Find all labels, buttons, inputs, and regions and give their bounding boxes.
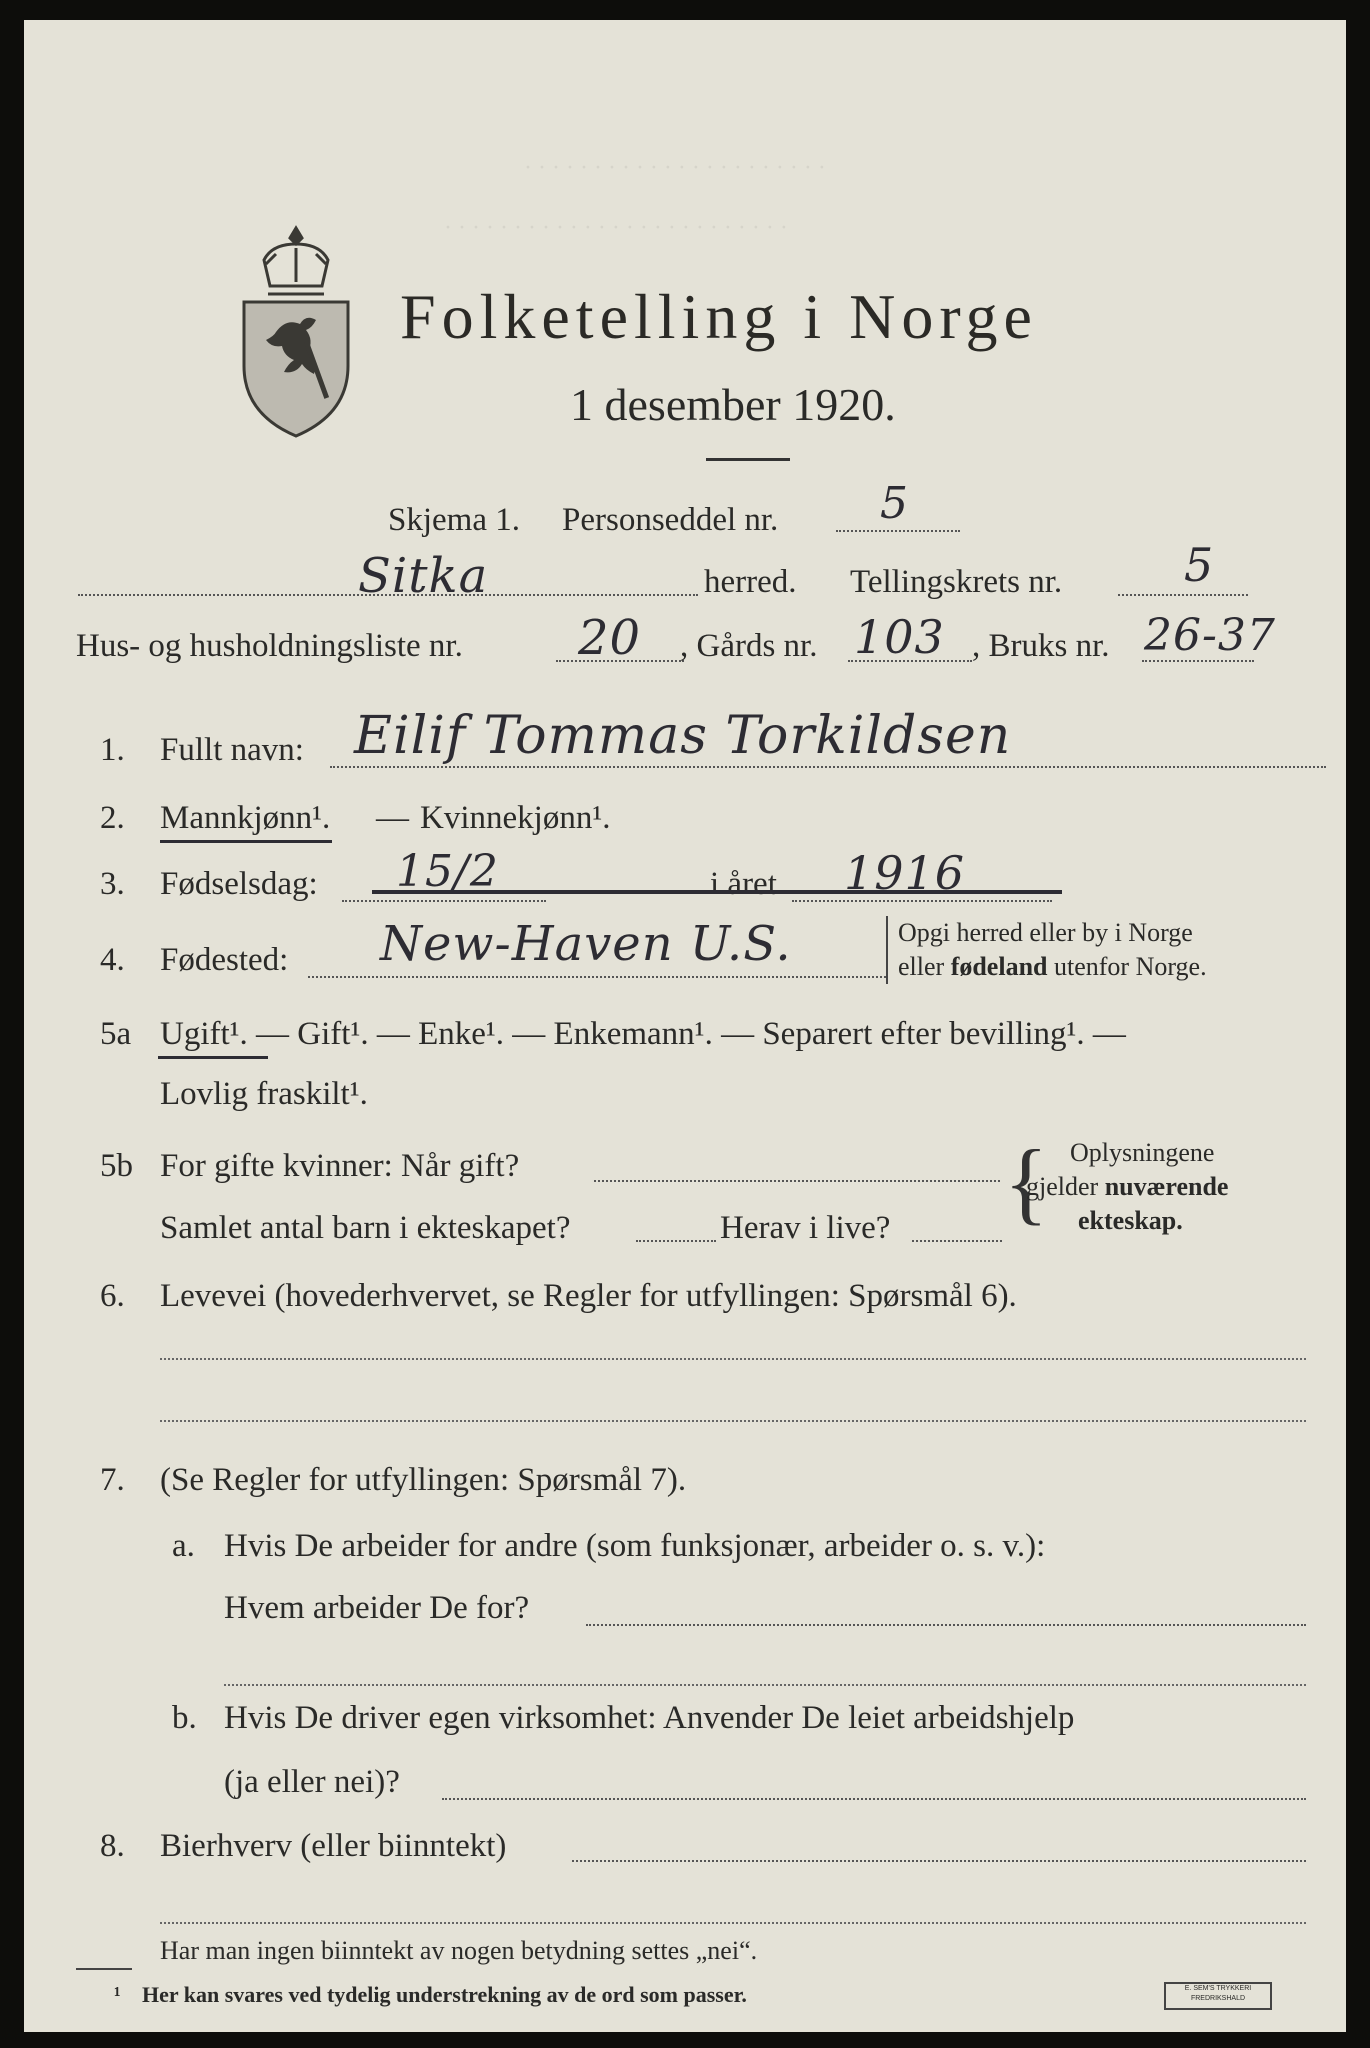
q5a-number: 5a <box>100 1016 132 1052</box>
q6-label: Levevei (hovederhvervet, se Regler for utfyllingen: Spørsmål 6). <box>160 1278 1017 1314</box>
form-title: Folketelling i Norge <box>400 281 1038 352</box>
gards-label: , Gårds nr. <box>680 628 818 664</box>
ugift-underline-mark <box>158 1056 268 1059</box>
q5b-children-dotted-line <box>636 1240 716 1242</box>
q7b-dotted-line <box>442 1798 1306 1800</box>
q3-number: 3. <box>100 866 125 902</box>
q7b-letter: b. <box>172 1700 197 1736</box>
q5b-note-line1: Oplysningene <box>1070 1138 1215 1167</box>
no-income-note: Har man ingen biinntekt av nogen betydning settes „nei“. <box>160 1936 758 1965</box>
q7b-line1: Hvis De driver egen virksomhet: Anvender De leiet arbeidshjelp <box>224 1700 1075 1736</box>
q7a-line2: Hvem arbeider De for? <box>224 1590 530 1626</box>
herred-value: Sitka <box>358 548 489 604</box>
q1-dotted-line <box>330 766 1326 768</box>
tellingskrets-label: Tellingskrets nr. <box>850 564 1063 600</box>
sex-option-female: Kvinnekjønn¹. <box>420 800 611 836</box>
q5b-alive-label: Herav i live? <box>720 1210 891 1246</box>
tellingskrets-dotted-line <box>1118 594 1248 596</box>
q6-answer-line-2 <box>160 1420 1306 1422</box>
birthplace-note-line2: eller fødeland utenfor Norge. <box>898 952 1207 981</box>
birthplace-note-line1: Opgi herred eller by i Norge <box>898 918 1193 947</box>
q5b-note-line2: gjelder nuværende <box>1026 1172 1229 1201</box>
year-dotted-line <box>792 900 1052 902</box>
q6-number: 6. <box>100 1278 125 1314</box>
norwegian-coat-of-arms-icon <box>236 220 356 440</box>
footnote-text: Her kan svares ved tydelig understrekning av de ord som passer. <box>142 1982 747 2007</box>
herred-label: herred. <box>704 564 797 600</box>
tellingskrets-value: 5 <box>1184 538 1215 592</box>
footnote-rule <box>76 1968 132 1970</box>
q5b-married-dotted-line <box>594 1180 1000 1182</box>
q7-number: 7. <box>100 1462 125 1498</box>
hus-value: 20 <box>578 610 642 666</box>
hus-label: Hus- og husholdningsliste nr. <box>76 628 463 664</box>
birthplace-value: New-Haven U.S. <box>380 916 792 972</box>
q7-label: (Se Regler for utfyllingen: Spørsmål 7). <box>160 1462 687 1498</box>
q8-label: Bierhverv (eller biinntekt) <box>160 1828 507 1864</box>
marital-status-options-line2: Lovlig fraskilt¹. <box>160 1076 368 1112</box>
birthday-dotted-line <box>342 900 546 902</box>
q7a-letter: a. <box>172 1528 195 1564</box>
title-divider <box>706 458 790 461</box>
marital-status-options: Ugift¹. — Gift¹. — Enke¹. — Enkemann¹. — Separert efter bevilling¹. — <box>160 1016 1126 1052</box>
q4-label: Fødested: <box>160 942 289 978</box>
gards-value: 103 <box>854 610 945 664</box>
sex-option-male: Mannkjønn¹. <box>160 800 331 836</box>
q7b-line2: (ja eller nei)? <box>224 1764 400 1800</box>
bruks-label: , Bruks nr. <box>972 628 1110 664</box>
q1-label: Fullt navn: <box>160 732 304 768</box>
q5b-number: 5b <box>100 1148 133 1184</box>
male-underline-mark <box>160 840 332 843</box>
q1-number: 1. <box>100 732 125 768</box>
skjema-label: Skjema 1. <box>388 502 520 538</box>
q8-dotted-line <box>572 1860 1306 1862</box>
q7a-dotted-line <box>586 1624 1306 1626</box>
birthplace-dotted-line <box>308 976 886 978</box>
birthplace-note-bar <box>886 916 888 984</box>
printer-stamp: E. SEM'S TRYKKERI FREDRIKSHALD <box>1164 1982 1272 2010</box>
q5b-note-line3: ekteskap. <box>1078 1206 1183 1235</box>
q6-answer-line-1 <box>160 1358 1306 1360</box>
pen-stroke-mark <box>372 890 1062 894</box>
q5b-alive-dotted-line <box>912 1240 1002 1242</box>
birth-year-value: 1916 <box>844 846 966 900</box>
q4-number: 4. <box>100 942 125 978</box>
q3-label: Fødselsdag: <box>160 866 318 902</box>
footnote-mark: ¹ <box>114 1982 121 2007</box>
year-label: i året <box>710 866 777 902</box>
census-form-sheet <box>24 20 1346 2032</box>
note-brace: { <box>1004 1131 1049 1233</box>
personseddel-label: Personseddel nr. <box>562 502 779 538</box>
q5b-line1: For gifte kvinner: Når gift? <box>160 1148 520 1184</box>
birthday-value: 15/2 <box>396 846 499 897</box>
q7a-line1: Hvis De arbeider for andre (som funksjonær, arbeider o. s. v.): <box>224 1528 1046 1564</box>
sex-separator: — <box>376 800 409 836</box>
personseddel-dotted-line <box>836 530 960 532</box>
census-date: 1 desember 1920. <box>570 379 896 430</box>
full-name-value: Eilif Tommas Torkildsen <box>354 706 1012 766</box>
bleed-through-text: · · · · · · · · · · · · · · · · · · · · · · · · · <box>444 215 788 241</box>
bruks-value: 26-37 <box>1144 610 1276 661</box>
q8-answer-line <box>160 1922 1306 1924</box>
q7a-answer-line <box>224 1684 1306 1686</box>
q2-number: 2. <box>100 800 125 836</box>
personseddel-value: 5 <box>880 478 909 529</box>
bleed-through-text: · · · · · · · · · · · · · · · · · · · · · · <box>524 155 826 181</box>
q8-number: 8. <box>100 1828 125 1864</box>
q5b-children-label: Samlet antal barn i ekteskapet? <box>160 1210 571 1246</box>
